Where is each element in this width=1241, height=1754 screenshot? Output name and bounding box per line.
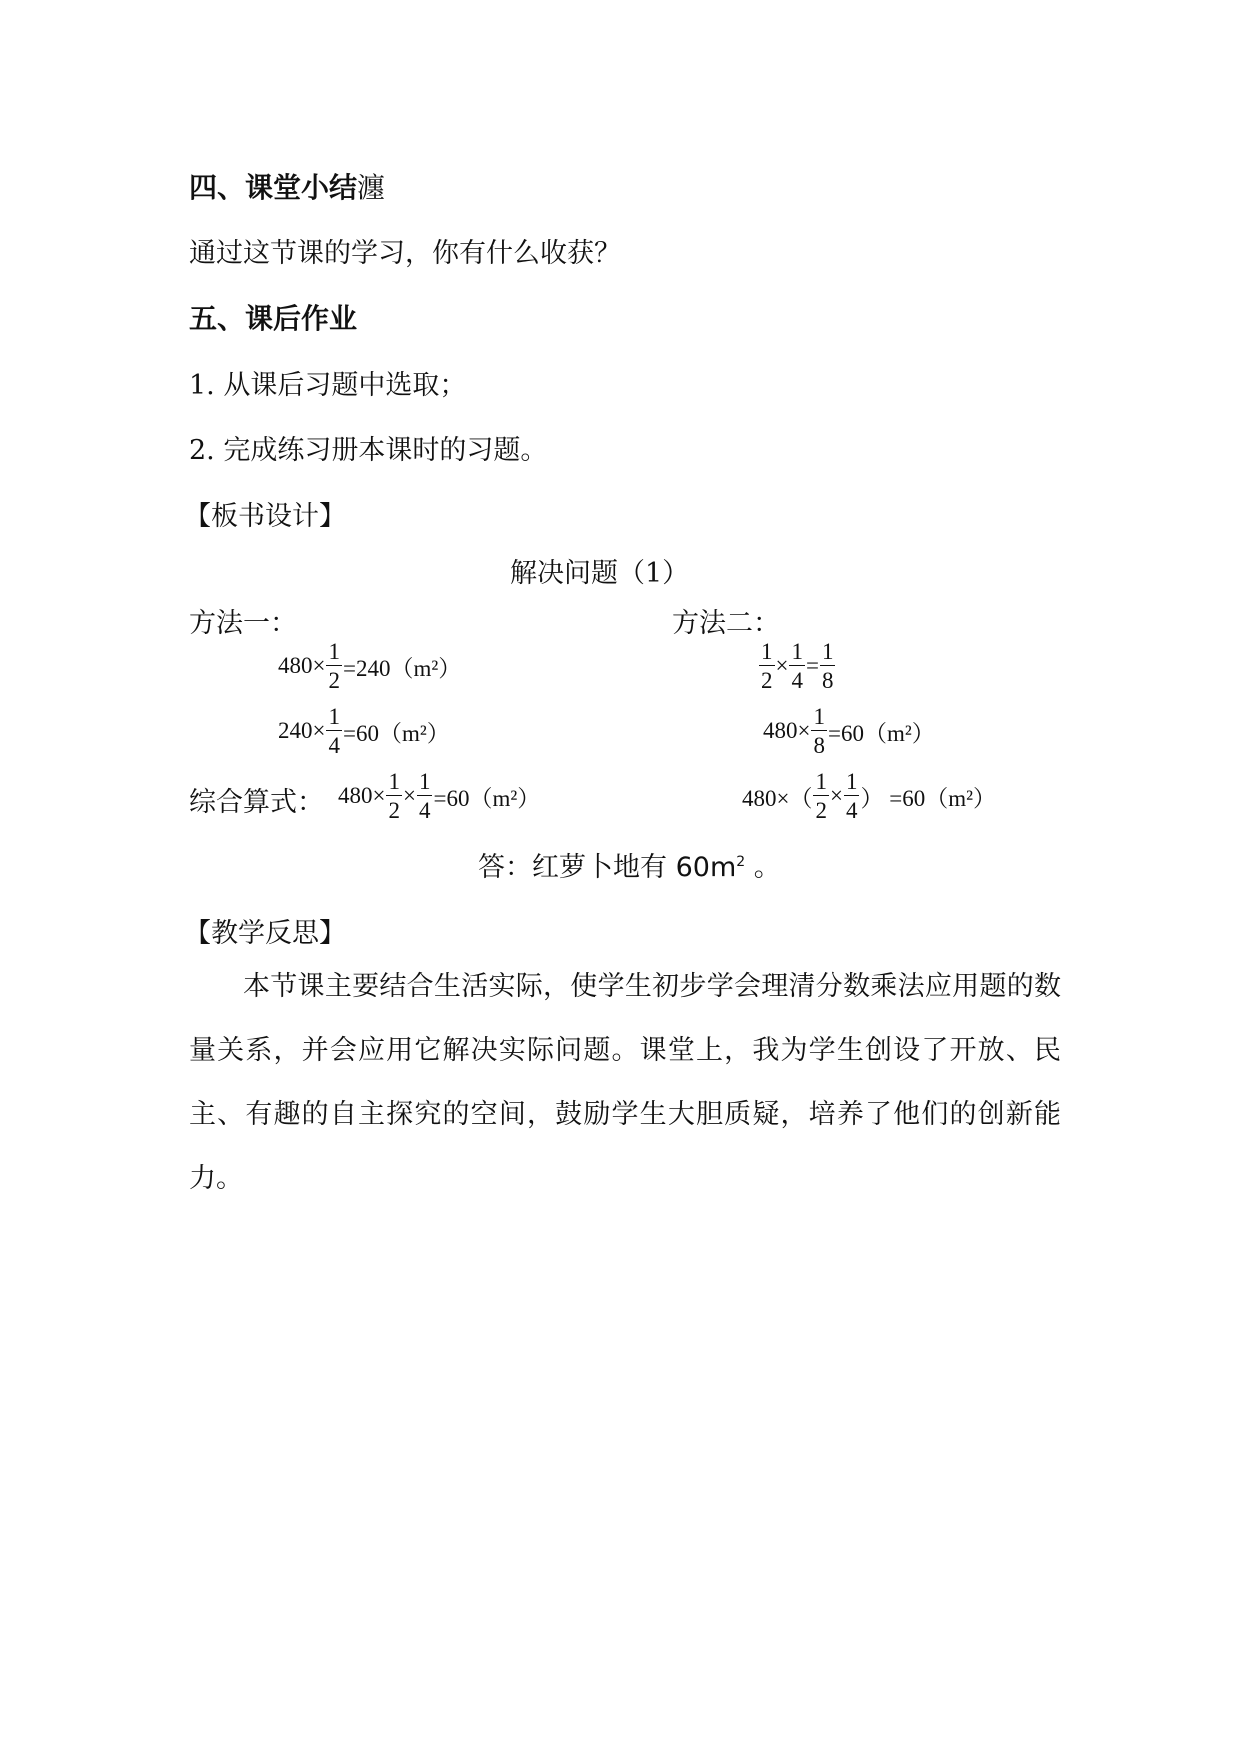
fraction [813, 770, 829, 822]
fraction [417, 770, 433, 822]
fraction [326, 705, 342, 757]
fraction [811, 705, 827, 757]
formula-text: =60（m²） [342, 720, 450, 746]
denominator: 2 [761, 668, 773, 693]
numerator: 1 [328, 639, 340, 664]
numerator: 1 [418, 769, 431, 794]
denominator: 2 [388, 798, 400, 823]
denominator: 4 [418, 798, 431, 823]
answer-superscript: 2 [736, 854, 746, 870]
times-sign: × [402, 783, 416, 808]
numerator: 1 [761, 639, 773, 664]
denominator: 2 [328, 668, 340, 693]
method-one-label: 方法一： [189, 608, 297, 639]
section-title: 四、课堂小结 [189, 171, 358, 204]
denominator: 2 [815, 798, 827, 823]
answer-suffix: 。 [745, 852, 781, 883]
formula-text: 480× [278, 653, 326, 678]
fraction [820, 640, 836, 692]
numerator: 1 [815, 769, 827, 794]
method-two-step-3 [742, 770, 996, 822]
numerator: 1 [813, 704, 825, 729]
fraction [759, 640, 775, 692]
answer-line [478, 845, 781, 884]
answer-value: 60m [675, 852, 737, 883]
numerator: 1 [821, 639, 834, 664]
fraction [326, 640, 342, 692]
formula-text: ） =60（m²） [860, 785, 996, 811]
method-two-step-1 [758, 640, 836, 692]
method-one-step-2 [278, 705, 450, 757]
equals-sign: = [805, 653, 819, 678]
method-two-step-2 [763, 705, 935, 757]
section-heading-homework: 五、课后作业 [189, 302, 358, 335]
fraction [789, 640, 805, 692]
formula-text: 480× [763, 718, 811, 743]
formula-text: 240× [278, 718, 326, 743]
method-two-label: 方法二： [672, 608, 780, 639]
denominator: 8 [821, 668, 834, 693]
denominator: 4 [328, 733, 340, 758]
numerator: 1 [328, 704, 340, 729]
answer-prefix: 答：红萝卜地有 [478, 852, 676, 883]
combined-formula [338, 770, 540, 822]
numerator: 1 [388, 769, 400, 794]
times-sign: × [775, 653, 789, 678]
formula-text: 480× [338, 783, 386, 808]
homework-item-2: 2. 完成练习册本课时的习题。 [189, 435, 548, 466]
formula-text: 480×（ [742, 785, 813, 811]
section-title-tail: 瀍 [357, 171, 386, 204]
reflection-paragraph: 本节课主要结合生活实际，使学生初步学会理清分数乘法应用题的数量关系，并会应用它解决实际问题。课堂上，我为学生创设了开放、民主、有趣的自主探究的空间，鼓励学生大胆质疑，培养了他们的创新能力。 [189, 971, 1061, 1194]
section-heading-summary [189, 166, 385, 206]
numerator: 1 [791, 639, 803, 664]
denominator: 4 [791, 668, 803, 693]
board-title: 解决问题（1） [510, 558, 690, 589]
method-one-step-1 [278, 640, 461, 692]
formula-text: =60（m²） [433, 785, 541, 811]
summary-question: 通过这节课的学习，你有什么收获？ [189, 238, 621, 269]
fraction [386, 770, 402, 822]
teaching-reflection-label: 【教学反思】 [184, 918, 346, 949]
numerator: 1 [845, 769, 858, 794]
times-sign: × [829, 783, 843, 808]
homework-item-1: 1. 从课后习题中选取； [189, 370, 467, 401]
denominator: 8 [813, 733, 825, 758]
formula-text: =240（m²） [342, 655, 462, 681]
combined-formula-label: 综合算式： [189, 787, 324, 818]
formula-text: =60（m²） [827, 720, 935, 746]
board-design-label: 【板书设计】 [184, 501, 346, 532]
denominator: 4 [845, 798, 858, 823]
fraction [844, 770, 860, 822]
